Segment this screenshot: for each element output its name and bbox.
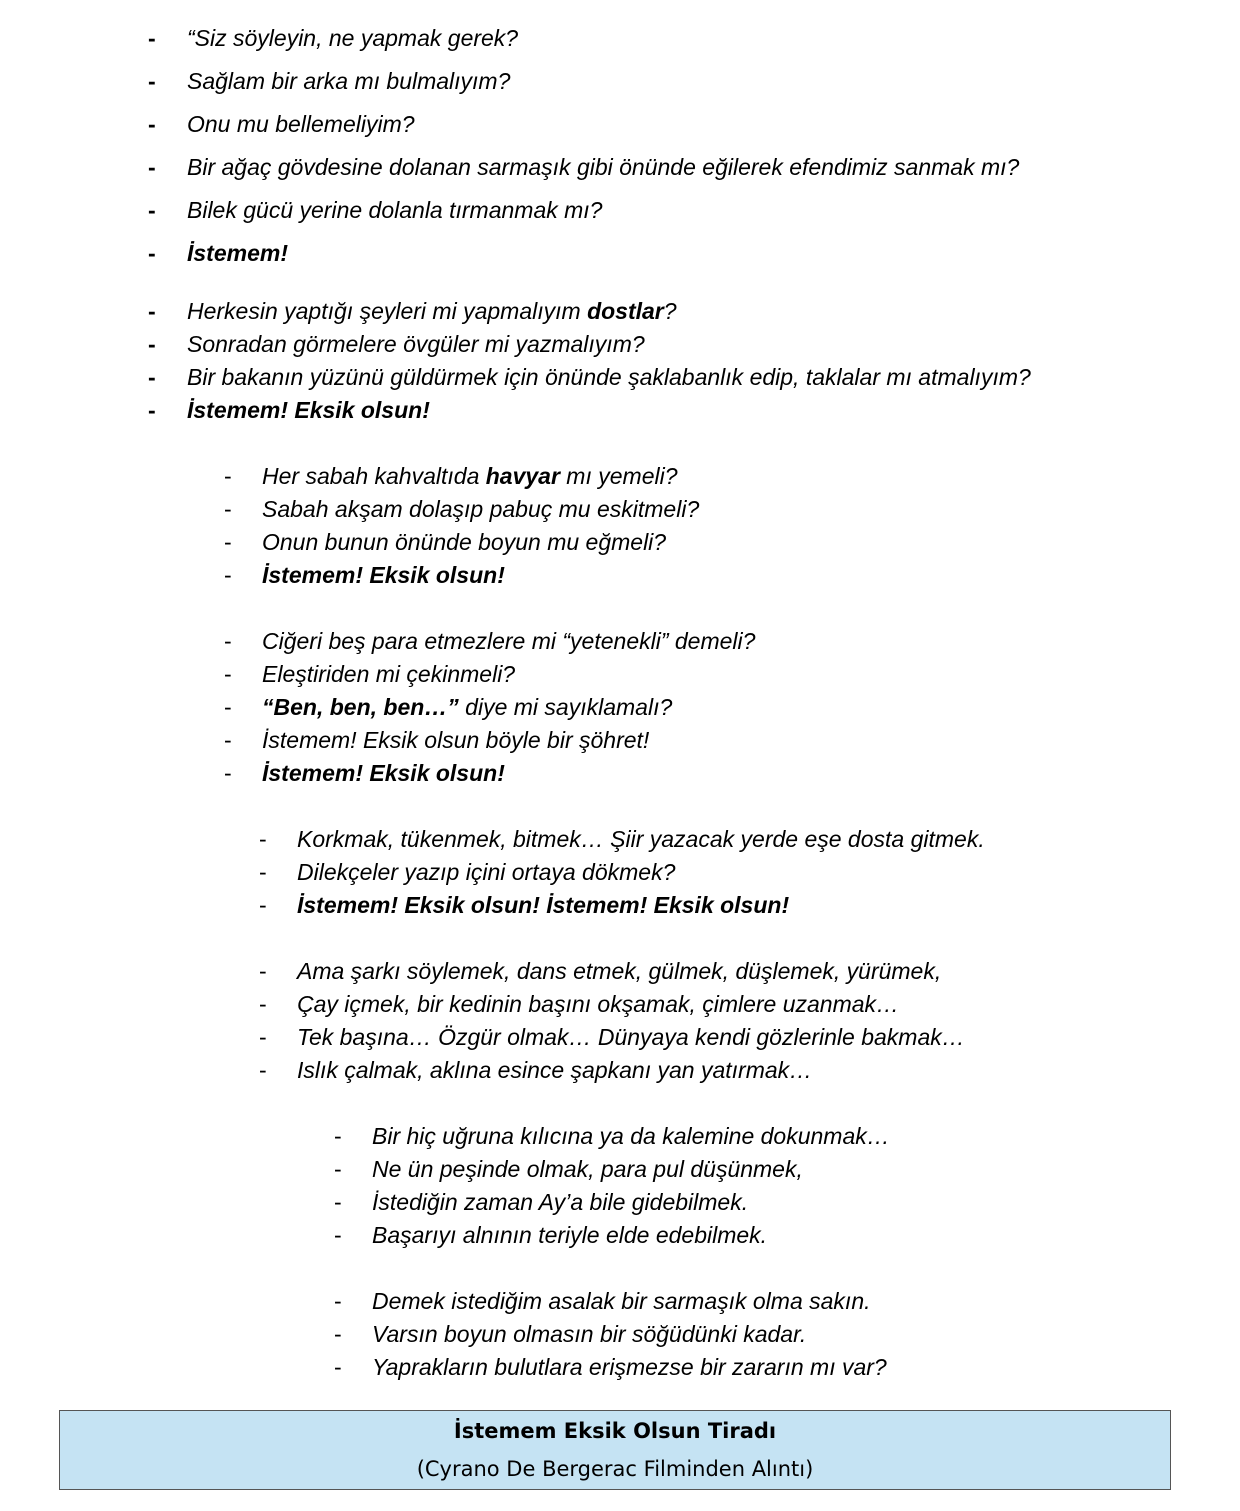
bullet-dash: - (224, 496, 232, 522)
poem-line (187, 153, 1019, 181)
line-text: ? (663, 298, 677, 324)
line-text: Ama şarkı söylemek, dans etmek, gülmek, düşlemek, yürümek, (297, 958, 942, 984)
emphasis-text: İstemem! Eksik olsun! İstemem! Eksik olsun! (297, 892, 790, 918)
poem-line (297, 1056, 812, 1084)
poem-line (372, 1221, 767, 1249)
poem-line (262, 726, 649, 754)
line-text: diye mi sayıklamalı? (458, 694, 673, 720)
poem-line (297, 957, 941, 985)
bullet-dash: - (148, 364, 156, 390)
bullet-dash: - (259, 859, 267, 885)
line-text: Bilek gücü yerine dolanla tırmanmak mı? (187, 197, 603, 223)
bullet-dash: - (259, 826, 267, 852)
bullet-dash: - (224, 529, 232, 555)
poem-line (187, 196, 602, 224)
bullet-dash: - (148, 25, 156, 51)
bullet-dash: - (259, 991, 267, 1017)
bullet-dash: - (334, 1189, 342, 1215)
line-text: Sağlam bir arka mı bulmalıyım? (187, 68, 511, 94)
bullet-dash: - (259, 892, 267, 918)
bullet-dash: - (148, 197, 156, 223)
emphasis-text: İstemem! Eksik olsun! (262, 562, 505, 588)
bullet-dash: - (148, 397, 156, 423)
bullet-dash: - (224, 760, 232, 786)
line-text: Her sabah kahvaltıda (262, 463, 486, 489)
poem-line (262, 660, 515, 688)
bullet-dash: - (148, 111, 156, 137)
line-text: mı yemeli? (559, 463, 678, 489)
line-text: İstediğin zaman Ay’a bile gidebilmek. (372, 1189, 749, 1215)
poem-line (262, 528, 666, 556)
poem-line (187, 297, 677, 325)
bullet-dash: - (148, 298, 156, 324)
poem-line (297, 990, 899, 1018)
bullet-dash: - (259, 1057, 267, 1083)
poem-line (262, 693, 672, 721)
poem-line (187, 239, 288, 267)
bullet-dash: - (224, 562, 232, 588)
bullet-dash: - (334, 1288, 342, 1314)
caption-title: İstemem Eksik Olsun Tiradı (453, 1419, 777, 1443)
bullet-dash: - (334, 1156, 342, 1182)
poem-line (297, 891, 789, 919)
poem-line (187, 330, 645, 358)
caption-box (59, 1410, 1171, 1490)
poem-line (297, 825, 985, 853)
line-text: Başarıyı alnının teriyle elde edebilmek. (372, 1222, 768, 1248)
line-text: Varsın boyun olmasın bir söğüdünki kadar. (372, 1321, 807, 1347)
caption-subtitle: (Cyrano De Bergerac Filminden Alıntı) (416, 1457, 814, 1481)
line-text: Yaprakların bulutlara erişmezse bir zararın mı var? (372, 1354, 887, 1380)
line-text: Eleştiriden mi çekinmeli? (262, 661, 516, 687)
emphasis-text: dostlar (587, 298, 664, 324)
bullet-dash: - (224, 727, 232, 753)
bullet-dash: - (148, 68, 156, 94)
emphasis-text: İstemem! Eksik olsun! (187, 397, 430, 423)
poem-line (187, 363, 1031, 391)
poem-line (187, 67, 510, 95)
poem-line (187, 396, 430, 424)
line-text: Çay içmek, bir kedinin başını okşamak, çimlere uzanmak… (297, 991, 900, 1017)
bullet-dash: - (259, 1024, 267, 1050)
poem-line (372, 1320, 806, 1348)
bullet-dash: - (334, 1354, 342, 1380)
bullet-dash: - (148, 240, 156, 266)
bullet-dash: - (224, 694, 232, 720)
poem-line (187, 110, 415, 138)
line-text: Dilekçeler yazıp içini ortaya dökmek? (297, 859, 676, 885)
line-text: Bir hiç uğruna kılıcına ya da kalemine dokunmak… (372, 1123, 890, 1149)
line-text: Onun bunun önünde boyun mu eğmeli? (262, 529, 667, 555)
line-text: Herkesin yaptığı şeyleri mi yapmalıyım (187, 298, 588, 324)
bullet-dash: - (334, 1321, 342, 1347)
poem-line (262, 627, 755, 655)
poem-line (372, 1353, 887, 1381)
poem-line (262, 561, 505, 589)
bullet-dash: - (224, 661, 232, 687)
poem-line (372, 1287, 871, 1315)
bullet-dash: - (334, 1123, 342, 1149)
line-text: İstemem! Eksik olsun böyle bir şöhret! (262, 727, 650, 753)
line-text: Sonradan görmelere övgüler mi yazmalıyım? (187, 331, 645, 357)
poem-line (297, 858, 675, 886)
line-text: Bir bakanın yüzünü güldürmek için önünde şaklabanlık edip, taklalar mı atmalıyım? (187, 364, 1031, 390)
line-text: Bir ağaç gövdesine dolanan sarmaşık gibi önünde eğilerek efendimiz sanmak mı? (187, 154, 1020, 180)
poem-line (262, 495, 699, 523)
bullet-dash: - (259, 958, 267, 984)
poem-line (372, 1155, 803, 1183)
bullet-dash: - (148, 331, 156, 357)
line-text: Ne ün peşinde olmak, para pul düşünmek, (372, 1156, 803, 1182)
poem-line (372, 1122, 890, 1150)
bullet-dash: - (224, 463, 232, 489)
line-text: Korkmak, tükenmek, bitmek… Şiir yazacak yerde eşe dosta gitmek. (297, 826, 985, 852)
line-text: Demek istediğim asalak bir sarmaşık olma sakın. (372, 1288, 871, 1314)
poem-line (372, 1188, 748, 1216)
bullet-dash: - (148, 154, 156, 180)
bullet-dash: - (334, 1222, 342, 1248)
emphasis-text: havyar (485, 463, 560, 489)
emphasis-text: İstemem! Eksik olsun! (262, 760, 505, 786)
line-text: Ciğeri beş para etmezlere mi “yetenekli” demeli? (262, 628, 756, 654)
poem-line (187, 24, 518, 52)
poem-line (262, 759, 505, 787)
bullet-dash: - (224, 628, 232, 654)
poem-line (262, 462, 678, 490)
line-text: Tek başına… Özgür olmak… Dünyaya kendi gözlerinle bakmak… (297, 1024, 965, 1050)
line-text: “Siz söyleyin, ne yapmak gerek? (187, 25, 519, 51)
poem-line (297, 1023, 965, 1051)
line-text: Onu mu bellemeliyim? (187, 111, 415, 137)
line-text: Sabah akşam dolaşıp pabuç mu eskitmeli? (262, 496, 700, 522)
emphasis-text: İstemem! (187, 240, 288, 266)
line-text: Islık çalmak, aklına esince şapkanı yan yatırmak… (297, 1057, 813, 1083)
emphasis-text: “Ben, ben, ben…” (262, 694, 459, 720)
